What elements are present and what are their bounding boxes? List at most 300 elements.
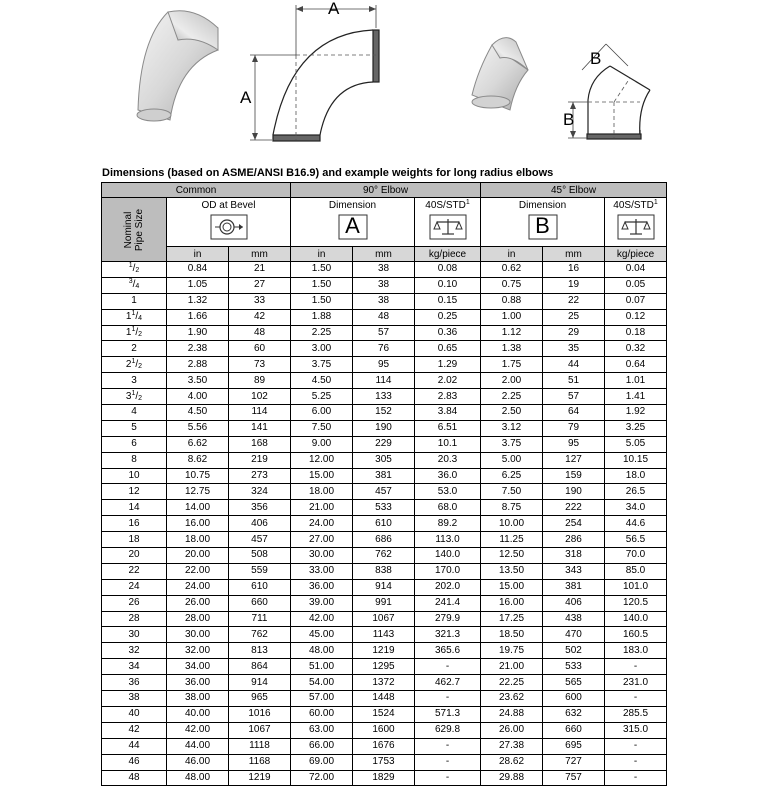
nps-whole: 34 [128,660,140,672]
table-row [102,516,667,532]
cell-od-in: 10.75 [167,468,229,484]
nps-whole: 14 [128,501,140,513]
cell-b-in: 22.25 [481,675,543,691]
nps-cell [102,738,167,754]
cell-b-mm: 470 [543,627,605,643]
nps-cell [102,468,167,484]
weight-45-text: 40S/STD [613,200,654,211]
cell-od-in: 20.00 [167,548,229,564]
cell-a-kg: 140.0 [415,548,481,564]
cell-od-mm: 711 [229,611,291,627]
cell-a-in: 45.00 [291,627,353,643]
table-row [102,563,667,579]
cell-b-kg: 56.5 [605,532,667,548]
cell-b-mm: 502 [543,643,605,659]
cell-b-kg: 3.25 [605,420,667,436]
letter-b: B [535,213,550,238]
nps-fraction-numerator: 1 [131,357,136,365]
dimension-a-header-label: Dimension [328,200,377,211]
cell-od-in: 12.75 [167,484,229,500]
cell-b-in: 19.75 [481,643,543,659]
nps-fraction-denominator: 2 [138,394,143,402]
nps-whole: 32 [128,644,140,656]
cell-a-mm: 1067 [353,611,415,627]
cell-od-in: 4.00 [167,389,229,405]
cell-a-kg: 0.15 [415,293,481,309]
cell-a-mm: 991 [353,595,415,611]
cell-od-mm: 356 [229,500,291,516]
cell-a-mm: 152 [353,405,415,421]
cell-b-in: 10.00 [481,516,543,532]
nps-cell [102,484,167,500]
table-row [102,595,667,611]
header-dimension-b [481,198,605,247]
dimension-b-header-label: Dimension [518,200,567,211]
cell-b-in: 1.12 [481,325,543,341]
nps-whole: 1 [131,295,137,307]
cell-a-kg: 170.0 [415,563,481,579]
cell-a-in: 15.00 [291,468,353,484]
cell-a-in: 48.00 [291,643,353,659]
cell-a-kg: 0.65 [415,341,481,357]
nps-cell [102,516,167,532]
cell-b-in: 3.75 [481,436,543,452]
cell-b-kg: 285.5 [605,706,667,722]
nps-whole: 36 [128,676,140,688]
cell-a-in: 51.00 [291,659,353,675]
cell-od-in: 46.00 [167,754,229,770]
elbow-90-drawing [250,5,379,141]
nps-fraction-slash: / [135,358,139,370]
table-row [102,277,667,293]
cell-a-in: 60.00 [291,706,353,722]
cell-od-in: 2.38 [167,341,229,357]
cell-b-mm: 25 [543,309,605,325]
cell-a-in: 7.50 [291,420,353,436]
cell-a-kg: 2.83 [415,389,481,405]
cell-a-mm: 1676 [353,738,415,754]
cell-od-mm: 27 [229,277,291,293]
cell-a-in: 4.50 [291,373,353,389]
nps-cell [102,293,167,309]
nps-cell [102,500,167,516]
cell-b-kg: 1.01 [605,373,667,389]
cell-od-mm: 73 [229,357,291,373]
cell-a-kg: - [415,691,481,707]
cell-a-mm: 1600 [353,722,415,738]
cell-b-kg: 231.0 [605,675,667,691]
nps-cell [102,706,167,722]
cell-a-kg: 321.3 [415,627,481,643]
cell-od-mm: 559 [229,563,291,579]
cell-od-mm: 1168 [229,754,291,770]
elbow-90-photo [137,11,218,121]
cell-a-mm: 305 [353,452,415,468]
cell-a-mm: 57 [353,325,415,341]
nps-cell [102,357,167,373]
od-at-bevel-label: OD at Bevel [201,200,256,211]
nps-cell [102,277,167,293]
cell-a-in: 9.00 [291,436,353,452]
unit-a-in: in [291,247,353,262]
cell-b-kg: 0.05 [605,277,667,293]
elbow-45-photo [472,38,528,110]
cell-a-kg: 629.8 [415,722,481,738]
cell-a-in: 21.00 [291,500,353,516]
nps-cell [102,675,167,691]
cell-od-in: 18.00 [167,532,229,548]
cell-b-mm: 44 [543,357,605,373]
cell-b-in: 23.62 [481,691,543,707]
cell-b-mm: 127 [543,452,605,468]
table-row [102,405,667,421]
cell-a-mm: 381 [353,468,415,484]
nps-cell [102,627,167,643]
cell-b-in: 26.00 [481,722,543,738]
cell-od-mm: 406 [229,516,291,532]
cell-od-mm: 60 [229,341,291,357]
cell-a-in: 1.88 [291,309,353,325]
nps-whole: 20 [128,549,140,561]
nps-cell [102,341,167,357]
letter-a: A [345,213,360,238]
nps-whole: 46 [128,756,140,768]
cell-b-in: 3.12 [481,420,543,436]
cell-a-kg: 1.29 [415,357,481,373]
cell-a-in: 1.50 [291,262,353,278]
cell-a-kg: 0.08 [415,262,481,278]
elbow-45-drawing [568,44,650,139]
weight-45-footnote: 1 [653,199,658,206]
cell-b-kg: 120.5 [605,595,667,611]
cell-a-kg: - [415,659,481,675]
cell-b-in: 16.00 [481,595,543,611]
cell-b-kg: 0.18 [605,325,667,341]
cell-od-in: 6.62 [167,436,229,452]
nps-cell [102,579,167,595]
cell-b-in: 28.62 [481,754,543,770]
nps-fraction-denominator: 2 [138,331,143,338]
cell-a-mm: 457 [353,484,415,500]
header-weight-90 [415,198,481,247]
nps-label-line2: Pipe Size [134,208,145,251]
cell-b-mm: 57 [543,389,605,405]
cell-b-mm: 16 [543,262,605,278]
cell-a-mm: 38 [353,277,415,293]
nps-fraction-numerator: 3 [128,278,133,286]
table-row [102,643,667,659]
cell-a-mm: 95 [353,357,415,373]
cell-b-in: 1.00 [481,309,543,325]
bevel-icon [210,214,248,240]
cell-b-mm: 406 [543,595,605,611]
cell-a-kg: 0.10 [415,277,481,293]
cell-b-in: 13.50 [481,563,543,579]
cell-od-in: 40.00 [167,706,229,722]
cell-od-mm: 102 [229,389,291,405]
cell-od-in: 14.00 [167,500,229,516]
cell-a-kg: 0.36 [415,325,481,341]
cell-od-mm: 1016 [229,706,291,722]
cell-od-mm: 114 [229,405,291,421]
cell-od-mm: 141 [229,420,291,436]
cell-b-in: 0.75 [481,277,543,293]
cell-od-in: 1.90 [167,325,229,341]
cell-a-in: 24.00 [291,516,353,532]
cell-b-mm: 660 [543,722,605,738]
cell-b-in: 18.50 [481,627,543,643]
unit-b-mm: mm [543,247,605,262]
nps-whole: 5 [131,422,137,434]
nps-whole: 4 [131,406,137,418]
cell-b-mm: 222 [543,500,605,516]
unit-a-mm: mm [353,247,415,262]
cell-b-mm: 343 [543,563,605,579]
cell-b-kg: 160.5 [605,627,667,643]
cell-b-mm: 565 [543,675,605,691]
table-row [102,357,667,373]
nps-fraction-slash: / [132,263,136,275]
cell-a-mm: 1143 [353,627,415,643]
scale-icon [429,214,467,240]
table-row [102,611,667,627]
cell-b-mm: 29 [543,325,605,341]
cell-a-kg: 0.25 [415,309,481,325]
cell-b-mm: 51 [543,373,605,389]
cell-od-in: 36.00 [167,675,229,691]
header-dimension-a [291,198,415,247]
cell-a-kg: 2.02 [415,373,481,389]
table-row [102,579,667,595]
unit-od-in: in [167,247,229,262]
cell-b-mm: 286 [543,532,605,548]
dimension-b-label-top: B [590,49,602,68]
cell-a-in: 36.00 [291,579,353,595]
cell-a-kg: 53.0 [415,484,481,500]
table-row [102,500,667,516]
nps-whole: 2 [131,342,137,354]
cell-a-kg: 113.0 [415,532,481,548]
cell-a-mm: 1372 [353,675,415,691]
cell-a-kg: 20.3 [415,452,481,468]
cell-b-kg: - [605,770,667,786]
elbow-drawings-svg [0,0,767,170]
table-row [102,325,667,341]
nps-whole: 2 [125,358,132,370]
cell-a-mm: 1524 [353,706,415,722]
cell-b-in: 15.00 [481,579,543,595]
table-row [102,373,667,389]
cell-a-kg: 279.9 [415,611,481,627]
table-title: Dimensions (based on ASME/ANSI B16.9) and example weights for long radius elbows [102,167,554,179]
header-weight-45 [605,198,667,247]
table-row [102,675,667,691]
cell-b-kg: 101.0 [605,579,667,595]
cell-b-mm: 95 [543,436,605,452]
cell-a-mm: 48 [353,309,415,325]
cell-a-kg: - [415,754,481,770]
cell-b-kg: 0.12 [605,309,667,325]
cell-a-in: 63.00 [291,722,353,738]
nps-whole: 44 [128,740,140,752]
cell-b-mm: 381 [543,579,605,595]
table-row [102,627,667,643]
cell-a-mm: 1219 [353,643,415,659]
cell-od-in: 32.00 [167,643,229,659]
cell-od-mm: 1067 [229,722,291,738]
cell-a-kg: 36.0 [415,468,481,484]
nps-whole: 10 [128,470,140,482]
nps-cell [102,452,167,468]
table-row [102,309,667,325]
elbow-dimensions-table [101,182,667,786]
table-row [102,293,667,309]
cell-od-in: 16.00 [167,516,229,532]
cell-od-mm: 273 [229,468,291,484]
nps-whole: 42 [128,724,140,736]
cell-a-in: 39.00 [291,595,353,611]
nps-whole: 26 [128,597,140,609]
cell-od-mm: 457 [229,532,291,548]
cell-b-mm: 19 [543,277,605,293]
cell-od-mm: 21 [229,262,291,278]
table-row [102,754,667,770]
cell-b-mm: 695 [543,738,605,754]
cell-a-mm: 1295 [353,659,415,675]
nps-whole: 16 [128,517,140,529]
cell-b-kg: 44.6 [605,516,667,532]
nps-cell [102,373,167,389]
cell-b-in: 2.00 [481,373,543,389]
nps-whole: 3 [125,390,132,402]
cell-a-kg: 3.84 [415,405,481,421]
dimension-b-label-side: B [563,110,575,129]
nps-cell [102,405,167,421]
nps-cell [102,309,167,325]
cell-od-mm: 33 [229,293,291,309]
cell-b-in: 11.25 [481,532,543,548]
cell-b-kg: 315.0 [605,722,667,738]
cell-b-mm: 438 [543,611,605,627]
cell-od-in: 42.00 [167,722,229,738]
cell-b-in: 0.62 [481,262,543,278]
cell-a-in: 27.00 [291,532,353,548]
nps-fraction-numerator: 1 [131,326,136,333]
cell-b-in: 2.50 [481,405,543,421]
cell-b-kg: 26.5 [605,484,667,500]
scale-icon [617,214,655,240]
nps-label-line1: Nominal [123,211,134,248]
cell-od-in: 38.00 [167,691,229,707]
cell-od-in: 4.50 [167,405,229,421]
cell-od-in: 44.00 [167,738,229,754]
cell-b-mm: 757 [543,770,605,786]
cell-a-in: 18.00 [291,484,353,500]
nps-fraction-denominator: 4 [138,315,143,323]
cell-b-mm: 600 [543,691,605,707]
elbow-drawings [0,0,767,170]
cell-a-in: 1.50 [291,293,353,309]
table-row [102,341,667,357]
cell-a-in: 6.00 [291,405,353,421]
cell-b-mm: 64 [543,405,605,421]
cell-b-mm: 533 [543,659,605,675]
cell-a-in: 3.00 [291,341,353,357]
cell-a-in: 57.00 [291,691,353,707]
unit-od-mm: mm [229,247,291,262]
nps-whole: 18 [128,533,140,545]
cell-b-in: 1.75 [481,357,543,373]
cell-a-kg: 202.0 [415,579,481,595]
table-row [102,436,667,452]
cell-a-mm: 38 [353,262,415,278]
nps-whole: 1 [125,311,132,323]
cell-od-mm: 610 [229,579,291,595]
weight-90-text: 40S/STD [425,200,466,211]
table-row [102,770,667,786]
cell-od-in: 2.88 [167,357,229,373]
cell-a-kg: 365.6 [415,643,481,659]
header-common: Common [102,183,291,198]
header-nominal-pipe-size [102,198,167,262]
cell-b-kg: 0.64 [605,357,667,373]
cell-od-mm: 42 [229,309,291,325]
cell-od-mm: 508 [229,548,291,564]
nps-cell [102,611,167,627]
cell-a-mm: 1753 [353,754,415,770]
table-row [102,706,667,722]
cell-a-kg: - [415,770,481,786]
cell-od-in: 5.56 [167,420,229,436]
cell-a-kg: 6.51 [415,420,481,436]
cell-b-mm: 35 [543,341,605,357]
table-body [102,262,667,786]
cell-b-in: 6.25 [481,468,543,484]
cell-b-kg: 0.07 [605,293,667,309]
table-row [102,738,667,754]
nps-fraction-denominator: 2 [138,362,143,370]
nps-fraction-numerator: 1 [131,389,136,397]
cell-a-mm: 914 [353,579,415,595]
cell-a-mm: 610 [353,516,415,532]
cell-od-in: 26.00 [167,595,229,611]
cell-od-mm: 89 [229,373,291,389]
nps-cell [102,262,167,278]
cell-a-in: 33.00 [291,563,353,579]
cell-od-in: 30.00 [167,627,229,643]
cell-a-mm: 133 [353,389,415,405]
cell-od-in: 24.00 [167,579,229,595]
nps-cell [102,420,167,436]
cell-b-mm: 632 [543,706,605,722]
cell-od-in: 34.00 [167,659,229,675]
cell-b-kg: 34.0 [605,500,667,516]
cell-b-kg: 85.0 [605,563,667,579]
cell-b-kg: 70.0 [605,548,667,564]
cell-b-kg: - [605,659,667,675]
table-row [102,484,667,500]
nps-fraction-numerator: 1 [131,310,136,318]
nps-whole: 12 [128,485,140,497]
cell-b-kg: 1.41 [605,389,667,405]
cell-b-in: 0.88 [481,293,543,309]
cell-b-in: 27.38 [481,738,543,754]
cell-od-mm: 813 [229,643,291,659]
cell-od-in: 3.50 [167,373,229,389]
cell-b-mm: 727 [543,754,605,770]
cell-od-in: 1.32 [167,293,229,309]
cell-a-mm: 229 [353,436,415,452]
